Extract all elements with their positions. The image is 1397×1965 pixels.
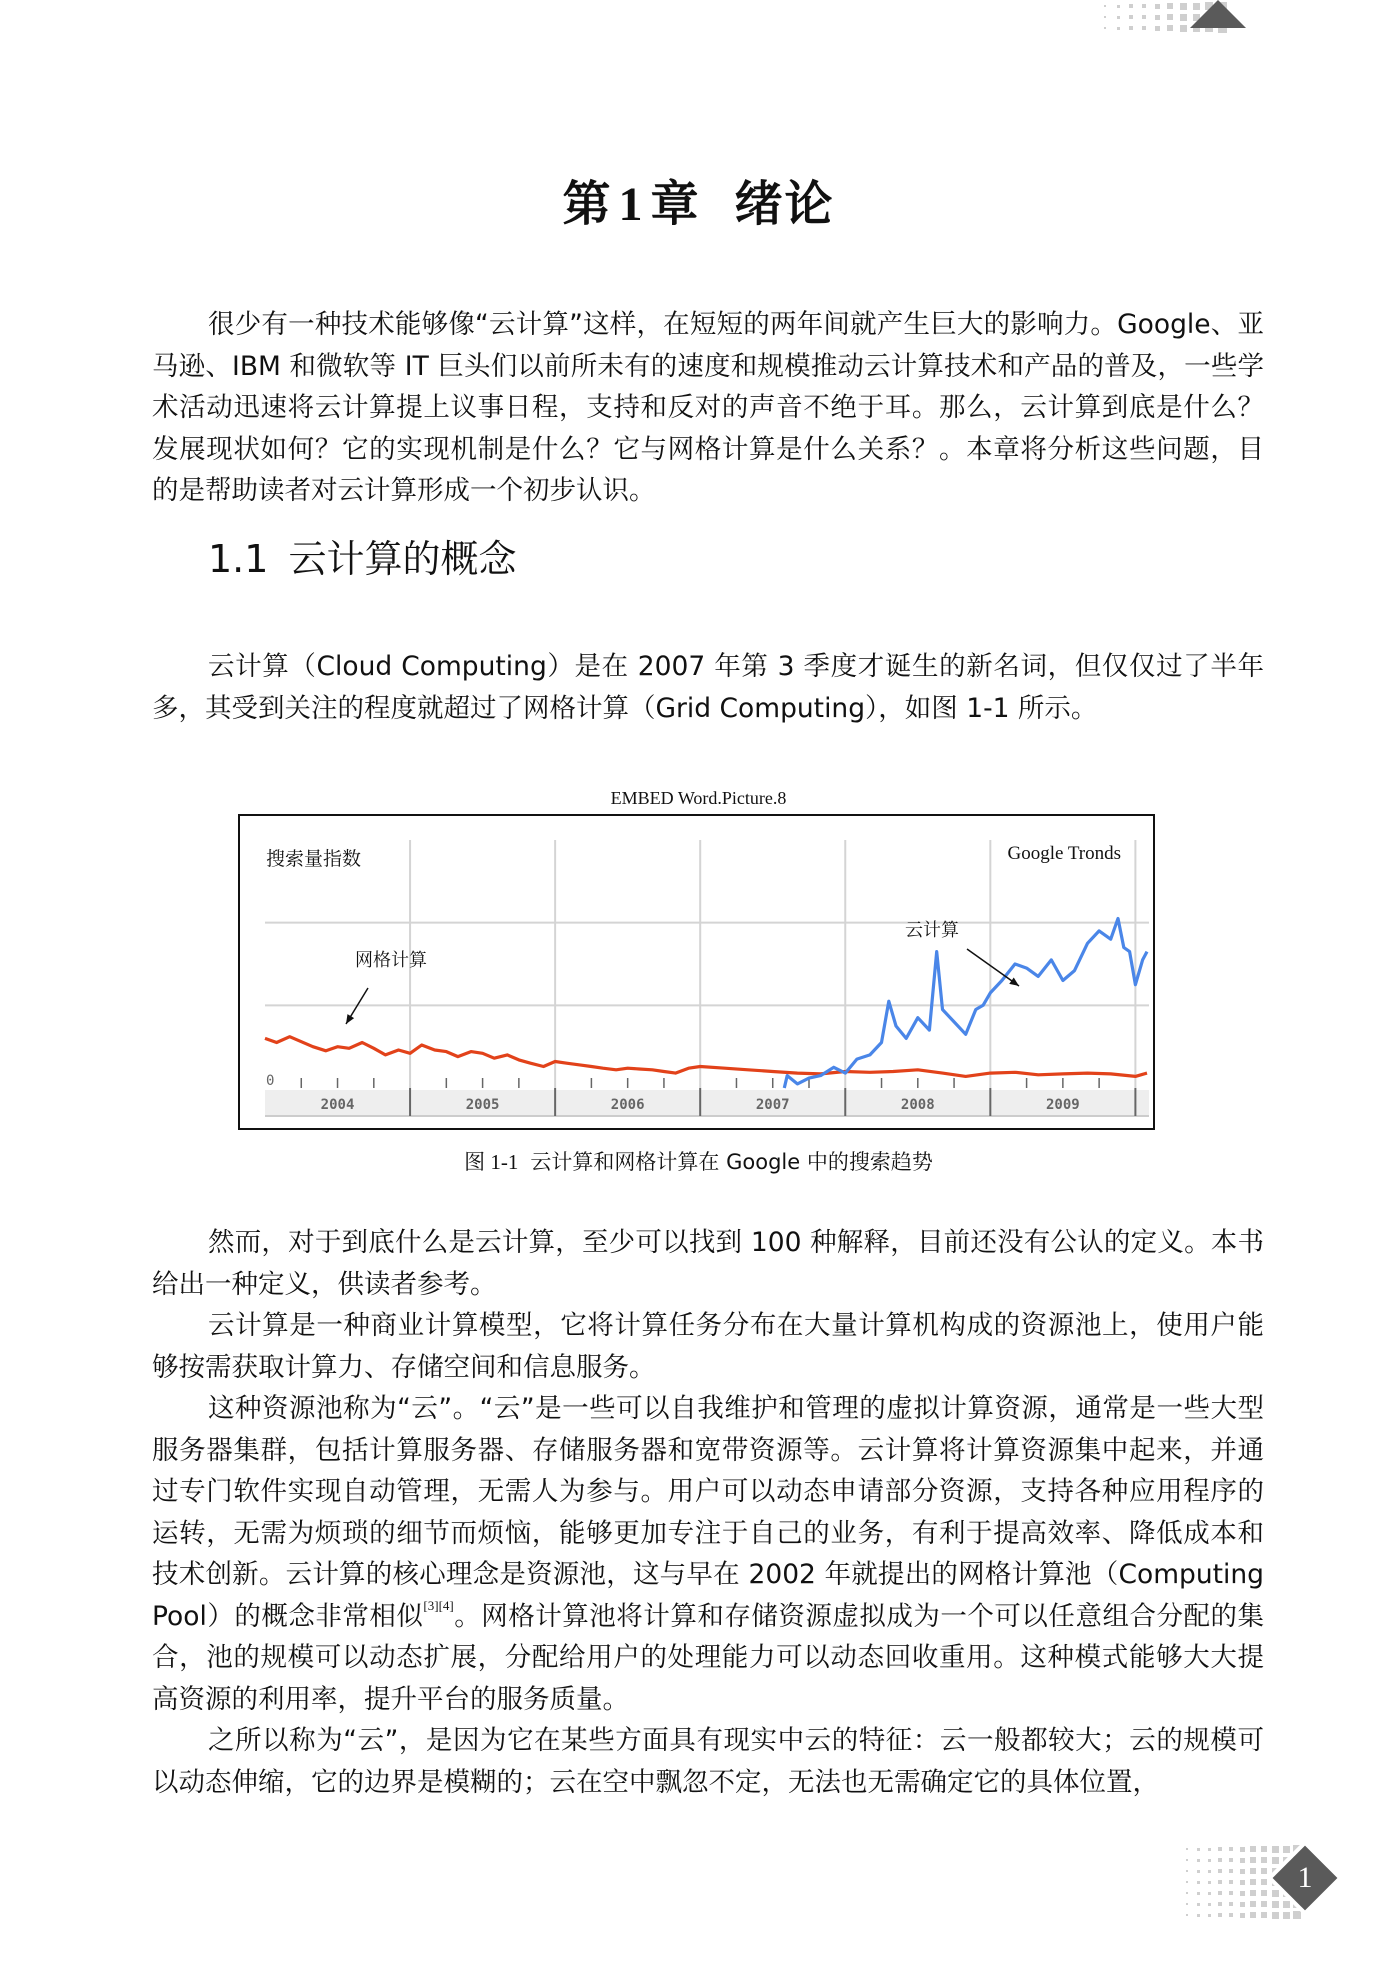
embed-field-label: EMBED Word.Picture.8	[610, 788, 787, 808]
section-text: 云计算（Cloud Computing）是在 2007 年第 3 季度才诞生的新名词，但仅仅过了半年多，其受到关注的程度就超过了网格计算（Grid Computing），如图 1-1 所示。	[152, 651, 1264, 724]
svg-text:2008: 2008	[900, 1097, 935, 1113]
chapter-suffix: 章	[650, 176, 701, 232]
body-paragraph-3-part2: 。网格计算池将计算和存储资源虚拟成为一个可以任意组合分配的集合，池的规模可以动态扩展，分配给用户的处理能力可以动态回收重用。这种模式能够大大提高资源的利用率，提升平台的服务质量。	[152, 1600, 1264, 1715]
body-paragraph-2: 云计算是一种商业计算模型，它将计算任务分布在大量计算机构成的资源池上，使用户能够按需获取计算力、存储空间和信息服务。	[152, 1310, 1264, 1383]
figure-caption-text: 云计算和网格计算在 Google 中的搜索趋势	[530, 1150, 933, 1174]
trend-chart	[238, 814, 1155, 1130]
svg-text:2009: 2009	[1046, 1097, 1080, 1113]
annotation-grid-computing: 网格计算	[355, 950, 427, 971]
body-paragraph-3-part1: 这种资源池称为“云”。“云”是一些可以自我维护和管理的虚拟计算资源，通常是一些大型服务器集群，包括计算服务器、存储服务器和宽带资源等。云计算将计算资源集中起来，并通过专门软件实现自动管理，无需人为参与。用户可以动态申请部分资源，支持各种应用程序的运转，无需为烦琐的细节而烦恼，能够更加专注于自己的业务，有利于提高效率、降低成本和技术创新。云计算的核心理念是资源池，这与早在 2002 年就提出的网格计算池（Computing Pool）的概念非常相似	[152, 1393, 1264, 1632]
intro-text: 很少有一种技术能够像“云计算”这样，在短短的两年间就产生巨大的影响力。Google、亚马逊、IBM 和微软等 IT 巨头们以前所未有的速度和规模推动云计算技术和产品的普及，一些学术活动迅速将云计算提上议事日程，支持和反对的声音不绝于耳。那么，云计算到底是什么？发展现状如何？它的实现机制是什么？它与网格计算是什么关系？。本章将分析这些问题，目的是帮助读者对云计算形成一个初步认识。	[152, 309, 1264, 506]
figure-caption	[0, 1146, 1397, 1176]
section-title-text: 云计算的概念	[288, 537, 517, 581]
body-text	[152, 1222, 1264, 1803]
page-number: 1	[1297, 1861, 1313, 1894]
section-paragraph	[152, 646, 1264, 729]
chapter-name: 绪论	[734, 176, 835, 232]
section-number: 1.1	[208, 537, 269, 581]
chapter-prefix: 第	[562, 176, 613, 232]
figure-number: 图 1-1	[464, 1150, 519, 1174]
body-paragraph-4: 之所以称为“云”，是因为它在某些方面具有现实中云的特征：云一般都较大；云的规模可以动态伸缩，它的边界是模糊的；云在空中飘忽不定，无法也无需确定它的具体位置，	[152, 1725, 1264, 1798]
header-triangle-icon	[1190, 0, 1246, 28]
section-heading	[208, 528, 516, 583]
body-paragraph-1: 然而，对于到底什么是云计算，至少可以找到 100 种解释，目前还没有公认的定义。本书给出一种定义，供读者参考。	[152, 1227, 1264, 1300]
body-paragraph-3	[152, 1388, 1264, 1720]
chapter-number: 1	[618, 178, 645, 231]
svg-text:2005: 2005	[465, 1097, 500, 1113]
svg-text:2006: 2006	[610, 1097, 645, 1113]
chart-source-label: Google Tronds	[1007, 843, 1121, 864]
intro-paragraph	[152, 304, 1264, 512]
svg-text:2004: 2004	[320, 1097, 355, 1113]
chart-zero-label: 0	[266, 1073, 275, 1089]
annotation-cloud-computing: 云计算	[905, 920, 959, 941]
citation-reference[interactable]: [3][4]	[423, 1597, 454, 1613]
svg-text:2007: 2007	[755, 1097, 790, 1113]
chapter-title	[0, 165, 1397, 234]
chart-y-axis-label: 搜索量指数	[266, 848, 362, 870]
